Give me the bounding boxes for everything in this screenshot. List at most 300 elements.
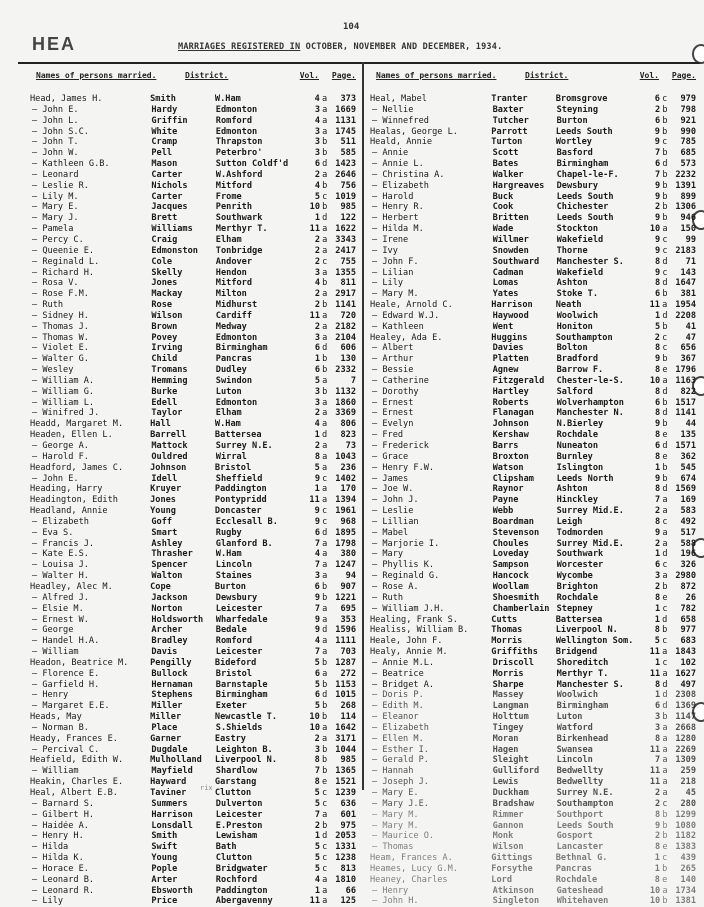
volume-section: b bbox=[322, 679, 328, 690]
volume: 5 bbox=[655, 321, 661, 332]
district: Rugby bbox=[215, 527, 242, 538]
district: Edmonton bbox=[215, 126, 258, 137]
page-ref: 685 bbox=[680, 148, 697, 159]
table-row bbox=[30, 658, 356, 669]
spouse-surname: Mackay bbox=[151, 289, 183, 300]
district: Rochdale bbox=[555, 874, 598, 885]
spouse-surname: Cramp bbox=[151, 137, 178, 148]
person-name: — Leslie R. bbox=[32, 180, 89, 191]
page-ref: 1810 bbox=[335, 874, 356, 885]
volume-section: c bbox=[662, 636, 668, 647]
table-row bbox=[370, 484, 696, 495]
person-name: — Rose F.M. bbox=[32, 289, 89, 300]
volume-section: b bbox=[322, 278, 328, 289]
volume-section: a bbox=[662, 495, 668, 506]
person-name: — Grace bbox=[372, 451, 409, 462]
volume: 2 bbox=[655, 798, 661, 809]
page-ref: 979 bbox=[680, 94, 696, 104]
person-name: — William bbox=[32, 766, 79, 777]
person-name: Heakin, Charles E. bbox=[30, 777, 124, 788]
title-part1: MARRIAGES REGISTERED IN bbox=[178, 42, 301, 52]
volume: 1 bbox=[654, 853, 660, 864]
volume-section: b bbox=[662, 202, 668, 213]
table-row bbox=[30, 213, 356, 224]
page-ref: 1355 bbox=[335, 267, 356, 278]
person-name: — Ellen M. bbox=[372, 733, 424, 744]
volume-section: c bbox=[662, 560, 668, 571]
district: W.Ham bbox=[214, 94, 241, 104]
district: Peterbro' bbox=[215, 148, 263, 159]
district: Woolwich bbox=[556, 310, 599, 321]
table-row bbox=[30, 278, 356, 289]
district: W.Ham bbox=[215, 549, 242, 560]
volume-section: a bbox=[662, 668, 668, 679]
page-ref: 1153 bbox=[335, 679, 356, 690]
person-name: — Wesley bbox=[32, 365, 74, 376]
person-name: — Lilian bbox=[372, 267, 414, 278]
person-name: Headley, Alec M. bbox=[30, 581, 113, 592]
volume: 11 bbox=[649, 766, 661, 777]
page-ref: 2208 bbox=[675, 310, 697, 321]
district: Burton bbox=[556, 115, 588, 126]
person-name: — Henry F.W. bbox=[372, 462, 435, 473]
volume-section: d bbox=[322, 625, 328, 636]
volume: 10 bbox=[309, 712, 320, 723]
spouse-surname: Cook bbox=[492, 202, 514, 213]
volume: 2 bbox=[314, 169, 320, 180]
table-row bbox=[30, 539, 356, 550]
district: Battersea bbox=[555, 614, 603, 625]
spouse-surname: Jacques bbox=[151, 202, 188, 213]
page-ref: 2182 bbox=[335, 321, 356, 332]
person-name: — Haidée A. bbox=[32, 820, 89, 831]
person-name: — William L. bbox=[32, 397, 95, 408]
volume-section: d bbox=[662, 679, 668, 690]
person-name: — Walter G. bbox=[32, 354, 89, 365]
volume-section: a bbox=[322, 451, 328, 462]
page-ref: 583 bbox=[680, 506, 697, 517]
page-ref: 1299 bbox=[675, 809, 697, 820]
district: Watford bbox=[556, 722, 593, 733]
person-name: — Henry bbox=[32, 690, 69, 701]
volume-section: c bbox=[662, 798, 668, 809]
person-name: — Annie bbox=[372, 148, 409, 159]
district: Staines bbox=[215, 571, 253, 582]
spouse-surname: Walton bbox=[151, 571, 183, 582]
volume-section: b bbox=[321, 581, 328, 592]
district: Edmonton bbox=[215, 332, 258, 343]
page-ref: 703 bbox=[340, 647, 356, 658]
district: Bromsgrove bbox=[555, 94, 608, 104]
volume: 2 bbox=[655, 831, 661, 842]
person-name: — Handel H.A. bbox=[32, 636, 100, 647]
volume-section: e bbox=[321, 777, 328, 788]
volume: 6 bbox=[314, 527, 320, 538]
spouse-surname: Willmer bbox=[492, 234, 529, 245]
district: Southwark bbox=[215, 213, 263, 224]
volume: 5 bbox=[314, 853, 320, 864]
volume: 6 bbox=[655, 701, 661, 712]
district: Shoreditch bbox=[556, 657, 609, 668]
volume: 7 bbox=[314, 809, 320, 820]
district: Swindon bbox=[215, 375, 253, 386]
person-name: — Alfred J. bbox=[32, 592, 89, 603]
spouse-surname: Mulholland bbox=[150, 755, 202, 766]
page-ref: 2417 bbox=[335, 245, 356, 256]
volume: 8 bbox=[655, 516, 661, 527]
volume: 10 bbox=[309, 722, 320, 733]
table-row bbox=[30, 159, 356, 170]
table-row bbox=[370, 842, 696, 853]
volume-section: d bbox=[662, 614, 668, 625]
page-ref: 169 bbox=[680, 495, 697, 506]
person-name: — Ernest bbox=[372, 408, 414, 419]
district: Basford bbox=[556, 148, 593, 159]
table-row bbox=[30, 365, 356, 376]
spouse-surname: Atkinson bbox=[492, 885, 534, 896]
volume: 8 bbox=[314, 451, 320, 462]
volume-section: a bbox=[322, 397, 328, 408]
volume: 5 bbox=[314, 679, 320, 690]
spouse-surname: Garner bbox=[150, 733, 182, 744]
district: Southampton bbox=[556, 798, 614, 809]
volume-section: c bbox=[662, 853, 668, 864]
table-row bbox=[30, 354, 356, 365]
person-name: — Harold F. bbox=[32, 451, 89, 462]
page-ref: 1182 bbox=[675, 831, 697, 842]
page-ref: 1860 bbox=[335, 397, 356, 408]
district: Woolwich bbox=[556, 690, 599, 701]
volume: 5 bbox=[314, 657, 320, 668]
page-ref: 2104 bbox=[335, 332, 356, 343]
volume: 3 bbox=[655, 712, 661, 723]
page-ref: 606 bbox=[340, 343, 356, 354]
table-row bbox=[30, 864, 356, 875]
spouse-surname: Idell bbox=[151, 473, 178, 484]
table-row bbox=[30, 246, 356, 257]
person-name: — Percy C. bbox=[32, 234, 84, 245]
volume: 8 bbox=[654, 874, 660, 885]
volume-section: a bbox=[322, 896, 328, 907]
volume: 6 bbox=[654, 94, 660, 104]
volume-section: e bbox=[662, 451, 668, 462]
table-row bbox=[370, 181, 696, 192]
page-ref: 353 bbox=[340, 614, 356, 625]
volume-section: a bbox=[322, 169, 328, 180]
volume: 9 bbox=[654, 137, 660, 148]
person-name: Headland, Annie bbox=[30, 506, 108, 517]
table-row bbox=[30, 495, 356, 506]
district: Thrapston bbox=[215, 137, 263, 148]
page-ref: 517 bbox=[680, 527, 697, 538]
volume-section: b bbox=[662, 354, 668, 365]
page-ref: 47 bbox=[685, 332, 696, 343]
volume-section: a bbox=[662, 788, 668, 798]
spouse-surname: Hancock bbox=[492, 571, 529, 582]
volume-section: b bbox=[322, 202, 328, 213]
district: Bridgwater bbox=[215, 863, 268, 874]
table-row bbox=[30, 712, 356, 723]
header-rule bbox=[18, 62, 700, 64]
district: Garstang bbox=[214, 777, 257, 788]
table-row bbox=[30, 452, 356, 463]
spouse-surname: Haywood bbox=[492, 310, 529, 321]
volume-section: c bbox=[662, 234, 668, 245]
district: Battersea bbox=[214, 430, 262, 441]
district: Bath bbox=[215, 842, 237, 853]
district: Clutton bbox=[214, 788, 252, 798]
volume-section: a bbox=[321, 94, 328, 104]
table-row bbox=[370, 864, 696, 875]
page-ref: 1745 bbox=[335, 126, 356, 137]
page-ref: 798 bbox=[680, 104, 697, 115]
person-name: — John S.C. bbox=[32, 126, 89, 137]
person-name: — Thomas W. bbox=[32, 332, 89, 343]
district: Leeds South bbox=[555, 126, 613, 137]
page-number: 104 bbox=[343, 22, 360, 32]
table-row bbox=[370, 647, 696, 658]
volume: 9 bbox=[655, 245, 661, 256]
page-ref: 1239 bbox=[335, 788, 356, 798]
person-name: — Irene bbox=[372, 234, 409, 245]
person-name: Heald, Annie bbox=[370, 137, 433, 148]
district: Bristol bbox=[214, 462, 252, 473]
spouse-surname: Broxton bbox=[492, 451, 529, 462]
district: Wirral bbox=[215, 451, 247, 462]
volume-section: a bbox=[322, 321, 328, 332]
page-ref: 823 bbox=[340, 430, 356, 441]
table-row bbox=[30, 224, 356, 235]
volume: 5 bbox=[314, 788, 320, 798]
header-district: District. bbox=[185, 70, 229, 80]
spouse-surname: Lewis bbox=[492, 777, 519, 788]
district: Penrith bbox=[215, 202, 253, 213]
table-row bbox=[370, 268, 696, 279]
header-vol: Vol. bbox=[639, 70, 659, 80]
volume-section: e bbox=[662, 842, 668, 853]
spouse-surname: Young bbox=[150, 506, 176, 517]
spouse-surname: Watson bbox=[492, 462, 524, 473]
person-name: — Edward W.J. bbox=[372, 310, 440, 321]
spouse-surname: Griffiths bbox=[491, 647, 538, 658]
volume-section: a bbox=[322, 560, 328, 571]
person-name: — Nellie bbox=[372, 104, 414, 115]
person-name: Healy, Annie M. bbox=[370, 647, 448, 658]
volume: 9 bbox=[314, 614, 320, 625]
district: Southport bbox=[556, 809, 604, 820]
volume-section: e bbox=[662, 430, 668, 441]
person-name: — Albert bbox=[372, 343, 414, 354]
table-row bbox=[30, 755, 356, 766]
volume-section: a bbox=[662, 744, 668, 755]
person-name: — Florence E. bbox=[32, 668, 100, 679]
table-row bbox=[30, 474, 356, 485]
volume: 5 bbox=[654, 636, 660, 647]
volume-section: d bbox=[662, 549, 668, 560]
person-name: — Henry H. bbox=[32, 831, 84, 842]
page-ref: 45 bbox=[685, 788, 697, 798]
spouse-surname: Webb bbox=[492, 506, 514, 517]
table-row bbox=[370, 127, 696, 138]
table-row bbox=[370, 311, 696, 322]
district: Liverpool N. bbox=[214, 755, 278, 766]
volume-section: a bbox=[662, 571, 668, 582]
table-row bbox=[370, 235, 696, 246]
table-row bbox=[370, 886, 696, 897]
table-row bbox=[370, 853, 696, 864]
person-name: — Frederick bbox=[372, 441, 429, 451]
district: Shardlow bbox=[215, 766, 258, 777]
spouse-surname: Holttum bbox=[492, 712, 529, 723]
volume-section: c bbox=[662, 343, 668, 354]
page-ref: 1954 bbox=[675, 300, 696, 311]
spouse-surname: Bradley bbox=[151, 636, 188, 647]
volume: 9 bbox=[655, 354, 661, 365]
person-name: — Norman B. bbox=[32, 722, 89, 733]
person-name: — Horace E. bbox=[32, 863, 89, 874]
person-name: — Doris P. bbox=[372, 690, 424, 701]
page-ref: 588 bbox=[680, 538, 697, 549]
page-ref: 946 bbox=[680, 213, 697, 224]
spouse-surname: Arter bbox=[151, 874, 178, 885]
page-ref: 102 bbox=[680, 657, 697, 668]
table-row bbox=[30, 604, 356, 615]
volume: 2 bbox=[314, 441, 320, 451]
table-row bbox=[30, 408, 356, 419]
spouse-surname: Smith bbox=[151, 831, 178, 842]
volume-section: d bbox=[662, 159, 668, 170]
district: Burnley bbox=[556, 451, 593, 462]
district: Dewsbury bbox=[556, 180, 599, 191]
volume-section: b bbox=[662, 831, 668, 842]
page-ref: 497 bbox=[680, 679, 697, 690]
table-row bbox=[370, 658, 696, 669]
volume: 8 bbox=[655, 365, 661, 376]
volume: 8 bbox=[655, 592, 661, 603]
table-row bbox=[370, 192, 696, 203]
volume: 9 bbox=[655, 267, 661, 278]
volume-section: d bbox=[322, 159, 328, 170]
spouse-surname: Harrison bbox=[151, 809, 193, 820]
volume: 2 bbox=[655, 202, 661, 213]
volume-section: b bbox=[322, 820, 328, 831]
table-row bbox=[30, 896, 356, 907]
spouse-surname: Taviner bbox=[150, 788, 187, 798]
table-row bbox=[30, 766, 356, 777]
spouse-surname: White bbox=[151, 126, 178, 137]
person-name: — Garfield H. bbox=[32, 679, 100, 690]
page-ref: 656 bbox=[680, 343, 697, 354]
spouse-surname: Duckham bbox=[492, 788, 529, 798]
table-row bbox=[370, 430, 696, 441]
spouse-surname: Baxter bbox=[492, 104, 524, 115]
spouse-surname: Edell bbox=[151, 397, 178, 408]
page-ref: 1517 bbox=[675, 397, 697, 408]
volume: 4 bbox=[314, 636, 320, 647]
district: Dulverton bbox=[215, 798, 263, 809]
page-ref: 259 bbox=[680, 766, 697, 777]
volume-section: b bbox=[662, 191, 668, 202]
spouse-surname: Monk bbox=[492, 831, 514, 842]
volume: 4 bbox=[314, 115, 320, 126]
district: Midhurst bbox=[215, 300, 258, 311]
volume: 10 bbox=[649, 224, 661, 235]
district: W.Ashford bbox=[215, 169, 263, 180]
district: Lancaster bbox=[556, 842, 604, 853]
volume: 7 bbox=[655, 169, 661, 180]
volume-section: d bbox=[321, 430, 328, 441]
page-ref: 585 bbox=[340, 148, 356, 159]
person-name: — Winnefred bbox=[372, 115, 429, 126]
volume-section: c bbox=[321, 506, 328, 517]
page-ref: 573 bbox=[680, 159, 697, 170]
page-ref: 1381 bbox=[675, 896, 697, 907]
person-name: — Mary E. bbox=[372, 788, 419, 798]
column-header bbox=[370, 68, 696, 82]
district: Surrey N.E. bbox=[215, 441, 273, 451]
volume-section: d bbox=[662, 484, 668, 495]
table-row bbox=[370, 723, 696, 734]
table-row bbox=[30, 181, 356, 192]
district: Edmonton bbox=[215, 104, 258, 115]
table-row bbox=[370, 604, 696, 615]
table-row bbox=[370, 278, 696, 289]
district: Leeds South bbox=[556, 213, 614, 224]
spouse-surname: Craig bbox=[151, 234, 178, 245]
volume: 6 bbox=[655, 560, 661, 571]
spouse-surname: Raynor bbox=[492, 484, 524, 495]
table-row bbox=[370, 474, 696, 485]
district: Leeds South bbox=[556, 191, 614, 202]
spouse-surname: Johnson bbox=[492, 419, 529, 430]
table-row bbox=[30, 615, 356, 626]
table-row bbox=[30, 593, 356, 604]
person-name: — Christina A. bbox=[372, 169, 445, 180]
spouse-surname: Smart bbox=[151, 527, 178, 538]
page-ref: 150 bbox=[680, 224, 697, 235]
volume-section: b bbox=[662, 419, 668, 430]
page-ref: 1647 bbox=[675, 278, 697, 289]
spouse-surname: Hargreaves bbox=[492, 180, 545, 191]
volume: 2 bbox=[314, 289, 320, 300]
spouse-surname: Griffin bbox=[151, 115, 188, 126]
table-row bbox=[370, 170, 696, 181]
person-name: — Kathleen G.B. bbox=[32, 159, 110, 170]
table-row bbox=[30, 148, 356, 159]
page-ref: 2668 bbox=[675, 722, 697, 733]
volume-section: e bbox=[662, 365, 668, 376]
person-name: — Pamela bbox=[32, 224, 74, 235]
table-row bbox=[30, 560, 356, 571]
volume-section: b bbox=[322, 354, 328, 365]
district: Leighton B. bbox=[215, 744, 273, 755]
volume-section: a bbox=[322, 245, 328, 256]
spouse-surname: Platten bbox=[492, 354, 529, 365]
volume: 10 bbox=[649, 375, 661, 386]
volume: 3 bbox=[655, 571, 661, 582]
volume: 3 bbox=[314, 148, 320, 159]
district: W.Ham bbox=[214, 419, 241, 430]
spouse-surname: Gulliford bbox=[492, 766, 540, 777]
volume: 11 bbox=[649, 668, 661, 679]
page-ref: 94 bbox=[345, 571, 356, 582]
volume-section: b bbox=[662, 169, 668, 180]
volume-section: b bbox=[662, 462, 668, 473]
column-divider bbox=[362, 62, 364, 790]
volume-section: b bbox=[662, 104, 668, 115]
volume-section: a bbox=[321, 733, 328, 744]
page-ref: 1147 bbox=[675, 712, 697, 723]
